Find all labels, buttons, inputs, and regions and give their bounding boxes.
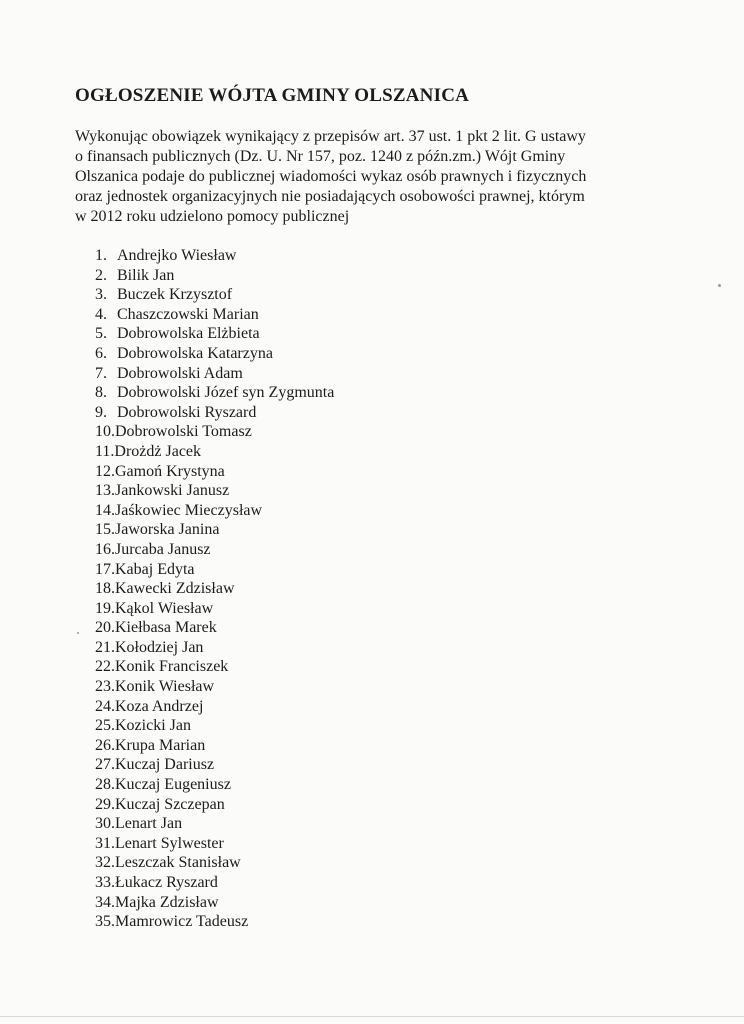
list-item	[95, 560, 334, 580]
intro-line: Wykonując obowiązek wynikający z przepisów art. 37 ust. 1 pkt 2 lit. G ustawy	[75, 128, 586, 145]
intro-line: w 2012 roku udzielono pomocy publicznej	[75, 208, 350, 225]
list-item-name: Kąkol Wiesław	[115, 599, 214, 617]
list-item-name: Leszczak Stanisław	[115, 854, 241, 872]
list-item-number: 9.	[95, 403, 107, 421]
list-item-number: 7.	[95, 364, 107, 382]
list-item	[95, 383, 334, 403]
intro-paragraph	[75, 127, 635, 227]
list-item	[95, 540, 334, 560]
list-item-number: 15.	[95, 521, 115, 539]
list-item-number: 35.	[95, 913, 115, 931]
list-item-number: 19.	[95, 599, 115, 617]
list-item-name: Dobrowolski Adam	[117, 364, 243, 382]
list-item-name: Lenart Jan	[115, 815, 183, 833]
list-item-number: 32.	[95, 854, 115, 872]
list-item-name: Krupa Marian	[115, 736, 206, 754]
list-item-name: Konik Wiesław	[115, 678, 215, 696]
list-item-number: 6.	[95, 344, 107, 362]
list-item-number: 20.	[95, 619, 115, 637]
list-item-number: 27.	[95, 756, 115, 774]
list-item-name: Bilik Jan	[117, 266, 175, 284]
list-item-name: Gamoń Krystyna	[115, 462, 225, 480]
list-item	[95, 795, 334, 815]
list-item-number: 31.	[95, 834, 115, 852]
list-item	[95, 697, 334, 717]
list-item-number: 26.	[95, 736, 115, 754]
list-item	[95, 873, 334, 893]
list-item	[95, 775, 334, 795]
list-item-number: 34.	[95, 893, 115, 911]
list-item-name: Dobrowolski Józef syn Zygmunta	[117, 384, 335, 402]
list-item-name: Lenart Sylwester	[115, 834, 224, 852]
scan-speck	[718, 284, 721, 287]
list-item-name: Jaśkowiec Mieczysław	[115, 501, 263, 519]
list-item-name: Majka Zdzisław	[115, 893, 219, 911]
list-item-number: 2.	[95, 266, 107, 284]
list-item-number: 29.	[95, 795, 115, 813]
list-item-name: Dobrowolski Tomasz	[115, 423, 252, 441]
list-item	[95, 501, 334, 521]
list-item-number: 23.	[95, 678, 115, 696]
list-item-name: Jurcaba Janusz	[115, 540, 211, 558]
list-item-number: 30.	[95, 815, 115, 833]
list-item	[95, 364, 334, 384]
list-item-name: Kawecki Zdzisław	[115, 580, 235, 598]
list-item	[95, 638, 334, 658]
list-item-number: 10.	[95, 423, 115, 441]
list-item	[95, 853, 334, 873]
intro-line: Olszanica podaje do publicznej wiadomości wykaz osób prawnych i fizycznych	[75, 168, 587, 185]
list-item-number: 24.	[95, 697, 115, 715]
list-item-number: 4.	[95, 305, 107, 323]
list-item-number: 5.	[95, 325, 107, 343]
list-item	[95, 579, 334, 599]
list-item-name: Kozicki Jan	[115, 717, 191, 735]
list-item	[95, 285, 334, 305]
list-item	[95, 736, 334, 756]
list-item-number: 3.	[95, 286, 107, 304]
list-item-name: Kuczaj Dariusz	[115, 756, 215, 774]
list-item-name: Dobrowolska Elżbieta	[117, 325, 260, 343]
list-item-name: Konik Franciszek	[115, 658, 229, 676]
recipient-list	[95, 246, 334, 932]
list-item-name: Jankowski Janusz	[115, 482, 230, 500]
list-item-name: Koza Andrzej	[115, 697, 204, 715]
list-item-name: Jaworska Janina	[115, 521, 220, 539]
list-item	[95, 442, 334, 462]
list-item-name: Buczek Krzysztof	[117, 286, 233, 304]
list-item	[95, 305, 334, 325]
list-item	[95, 403, 334, 423]
list-item-number: 12.	[95, 462, 115, 480]
list-item	[95, 834, 334, 854]
list-item-number: 33.	[95, 874, 115, 891]
list-item	[95, 755, 334, 775]
page-edge-line	[0, 1016, 744, 1017]
list-item-number: 21.	[95, 638, 115, 656]
list-item-name: Mamrowicz Tadeusz	[115, 913, 249, 931]
document-title: OGŁOSZENIE WÓJTA GMINY OLSZANICA	[75, 85, 470, 106]
list-item-number: 22.	[95, 658, 115, 676]
list-item-name: Drożdż Jacek	[114, 442, 202, 460]
list-item-name: Kołodziej Jan	[115, 638, 204, 656]
list-item	[95, 814, 334, 834]
list-item-name: Kuczaj Szczepan	[115, 795, 225, 813]
list-item-number: 17.	[95, 560, 115, 578]
list-item-number: 18.	[95, 580, 115, 598]
list-item	[95, 893, 334, 913]
list-item-number: 8.	[95, 384, 107, 402]
list-item	[95, 324, 334, 344]
list-item	[95, 677, 334, 697]
list-item-number: 1.	[95, 247, 107, 264]
list-item-name: Kuczaj Eugeniusz	[115, 776, 231, 794]
list-item-number: 16.	[95, 540, 115, 558]
list-item	[95, 462, 334, 482]
list-item-name: Chaszczowski Marian	[117, 305, 259, 323]
list-item-name: Kabaj Edyta	[115, 560, 195, 578]
list-item	[95, 618, 334, 638]
list-item-name: Andrejko Wiesław	[117, 247, 237, 264]
list-item-number: 13.	[95, 482, 115, 500]
list-item-number: 25.	[95, 717, 115, 735]
scan-speck	[77, 632, 79, 634]
list-item	[95, 657, 334, 677]
intro-line: oraz jednostek organizacyjnych nie posiadających osobowości prawnej, którym	[75, 188, 585, 205]
list-item-number: 11.	[95, 442, 115, 460]
list-item	[95, 599, 334, 619]
list-item	[95, 246, 334, 266]
list-item	[95, 344, 334, 364]
list-item-name: Dobrowolski Ryszard	[117, 403, 257, 421]
list-item	[95, 422, 334, 442]
list-item	[95, 266, 334, 286]
list-item	[95, 481, 334, 501]
list-item	[95, 520, 334, 540]
list-item-name: Kiełbasa Marek	[115, 619, 217, 637]
list-item	[95, 716, 334, 736]
list-item-name: Dobrowolska Katarzyna	[117, 344, 273, 362]
list-item-number: 14.	[95, 501, 115, 519]
intro-line: o finansach publicznych (Dz. U. Nr 157, poz. 1240 z późn.zm.) Wójt Gminy	[75, 148, 566, 165]
list-item-number: 28.	[95, 776, 115, 794]
list-item-name: Łukacz Ryszard	[115, 874, 218, 891]
list-item	[95, 912, 334, 932]
